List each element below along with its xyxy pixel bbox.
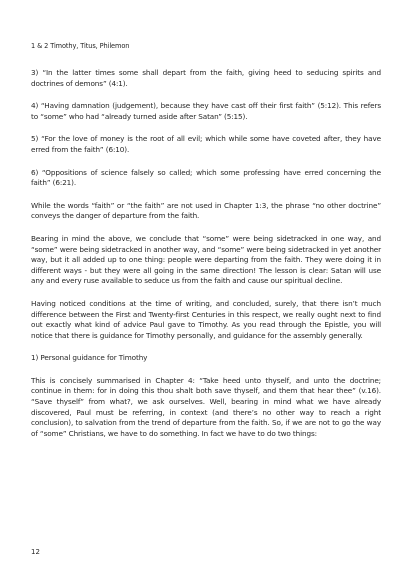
- page-number: 12: [31, 548, 40, 556]
- point-4-paragraph: 4) “Having damnation (judgement), because they have cast off their first faith” (5:12). This refers to “some” who had “already turned aside after Satan” (5:15).: [31, 101, 381, 121]
- section-heading-personal-guidance: 1) Personal guidance for Timothy: [31, 353, 148, 363]
- point-5-paragraph: 5) “For the love of money is the root of all evil; which while some have coveted after, they have erred from the faith” (6:10).: [31, 134, 381, 154]
- running-head: 1 & 2 Timothy, Titus, Philemon: [31, 42, 130, 50]
- point-6-paragraph: 6) “Oppositions of science falsely so called; which some professing have erred concerning the faith” (6:21).: [31, 167, 381, 188]
- conclusion-paragraph: Bearing in mind the above, we conclude that “some” were being sidetracked in one way, and “some” were being sidetracked in another way, and “some” were being sidetracked in yet another way, but it all added up to one thing: people were departing from the faith. They were doing it in different ways - but they were all going in the same direction! The lesson is clear: Satan will use any and every ruse available to seduce us from the faith and cause our spiritual decline.: [31, 233, 381, 286]
- point-3-paragraph: 3) “In the latter times some shall depart from the faith, giving heed to seducing spirits and doctrines of demons” (4:1).: [31, 68, 381, 88]
- advice-paragraph: Having noticed conditions at the time of writing, and concluded, surely, that there isn’t much difference between the First and Twenty-first Centuries in this respect, we really ought next to find out exactly what kind of advice Paul gave to Timothy. As you read through the Epistle, you will notice that there is guidance for Timothy personally, and guidance for the assembly generally.: [31, 298, 381, 340]
- faith-note-paragraph: While the words “faith” or “the faith” are not used in Chapter 1:3, the phrase “no other doctrine” conveys the danger of departure from the faith.: [31, 200, 381, 221]
- page-content: [31, 42, 381, 451]
- personal-guidance-paragraph: This is concisely summarised in Chapter 4: “Take heed unto thyself, and unto the doctrine; continue in them: for in doing this thou shalt both save thyself, and them that hear thee” (v.16). “Save thyself” from what?, we ask ourselves. Well, bearing in mind what we have already discovered, Paul must be referring, in context (and there’s no other way to reach a right conclusion), to salvation from the trend of departure from the faith. So, if we are not to go the way of “some” Christians, we have to do something. In fact we have to do two things:: [31, 375, 381, 438]
